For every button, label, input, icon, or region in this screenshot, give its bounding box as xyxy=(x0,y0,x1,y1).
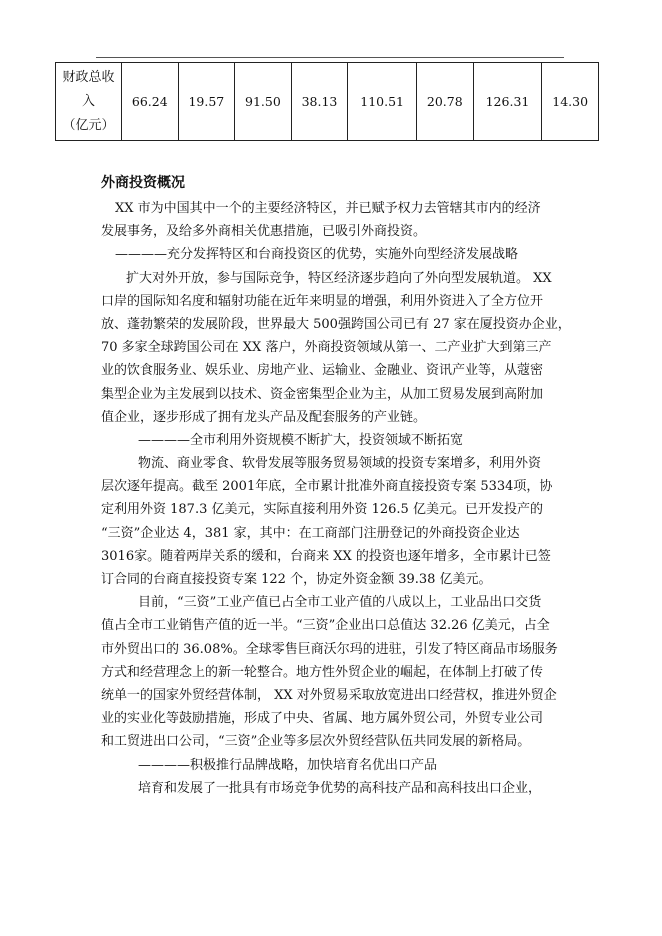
section-heading: 外商投资概况 xyxy=(101,175,185,191)
text-line: 目前，“三资”工业产值已占全市工业产值的八成以上，工业品出口交货 xyxy=(138,595,542,611)
text-line: 扩大对外开放，参与国际竞争，特区经济逐步趋向了外向型发展轨道。 XX xyxy=(126,270,552,286)
row-label-line: 财政总收 xyxy=(62,69,115,85)
text-line: 集型企业为主发展到以技术、资金密集型企业为主，从加工贸易发展到高附加 xyxy=(101,386,544,402)
table-cell: 110.51 xyxy=(348,63,417,141)
text-line: 和工贸进出口公司，“三资”企业等多层次外贸经营队伍共同发展的新格局。 xyxy=(101,734,531,750)
table-cell: 66.24 xyxy=(122,63,179,141)
text-line: 统单一的国家外贸经营体制， XX 对外贸易采取放宽进出口经营权，推进外贸企 xyxy=(101,687,557,703)
table-cell: 126.31 xyxy=(473,63,542,141)
row-label-line: 入 xyxy=(81,93,95,109)
text-line: 定利用外资 187.3 亿美元，实际直接利用外资 126.5 亿美元。已开发投产的 xyxy=(101,502,543,518)
text-line: 方式和经营理念上的新一轮整合。地方性外贸企业的崛起，在体制上打破了传 xyxy=(101,664,544,680)
row-label-line: （亿元） xyxy=(62,117,115,133)
text-line: 值企业，逐步形成了拥有龙头产品及配套服务的产业链。 xyxy=(101,409,427,425)
text-line: 业的饮食服务业、娱乐业、房地产业、运输业、金融业、资讯产业等，从蔻密 xyxy=(101,363,544,379)
table-cell: 91.50 xyxy=(235,63,292,141)
text-line: 物流、商业零食、软骨发展等服务贸易领域的投资专案增多，利用外资 xyxy=(138,456,542,472)
text-line: 放、蓬勃繁荣的发展阶段，世界最大 500强跨国公司已有 27 家在厦投资办企业， xyxy=(101,316,571,332)
text-line: 3016家。随着两岸关系的缓和，台商来 XX 的投资也逐年增多，全市累计已签 xyxy=(101,548,551,564)
text-line: 值占全市工业销售产值的近一半。“三资”企业出口总值达 32.26 亿美元，占全 xyxy=(101,618,550,634)
text-line: 发展事务，及给多外商相关优惠措施，已吸引外商投资。 xyxy=(101,224,427,240)
table-cell: 14.30 xyxy=(542,63,599,141)
text-line: ————全市利用外资规模不断扩大，投资领域不断拓宽 xyxy=(138,432,464,448)
row-label-cell xyxy=(56,63,122,141)
fiscal-revenue-table xyxy=(55,62,599,141)
table-cell: 38.13 xyxy=(291,63,348,141)
text-line: 业的实业化等鼓励措施，形成了中央、省属、地方属外贸公司，外贸专业公司 xyxy=(101,711,544,727)
text-line: 口岸的国际知名度和辐射功能在近年来明显的增强，利用外资进入了全方位开 xyxy=(101,293,544,309)
text-line: 培育和发展了一批具有市场竞争优势的高科技产品和高科技出口企业， xyxy=(138,780,542,796)
table-cell: 19.57 xyxy=(178,63,235,141)
table-cell: 20.78 xyxy=(417,63,474,141)
table-row xyxy=(56,63,599,141)
text-line: ————积极推行品牌战略，加快培育名优出口产品 xyxy=(138,757,438,773)
body-text xyxy=(101,197,571,800)
header-rule xyxy=(96,57,564,58)
text-line: XX 市为中国其中一个的主要经济特区，并已赋予权力去管辖其市内的经济 xyxy=(115,201,541,216)
text-line: 层次逐年提高。截至 2001年底，全市累计批准外商直接投资专案 5334项，协 xyxy=(101,479,553,495)
text-line: 市外贸出口的 36.08%。全球零售巨商沃尔玛的进驻，引发了特区商品市场服务 xyxy=(101,641,558,657)
text-line: “三资”企业达 4，381 家，其中：在工商部门注册登记的外商投资企业达 xyxy=(101,525,520,541)
text-line: 订合同的台商直接投资专案 122 个，协定外资金额 39.38 亿美元。 xyxy=(101,572,492,587)
text-line: ————充分发挥特区和台商投资区的优势，实施外向型经济发展战略 xyxy=(115,247,519,263)
text-line: 70 多家全球跨国公司在 XX 落户，外商投资领域从第一、二产业扩大到第三产 xyxy=(101,340,552,356)
